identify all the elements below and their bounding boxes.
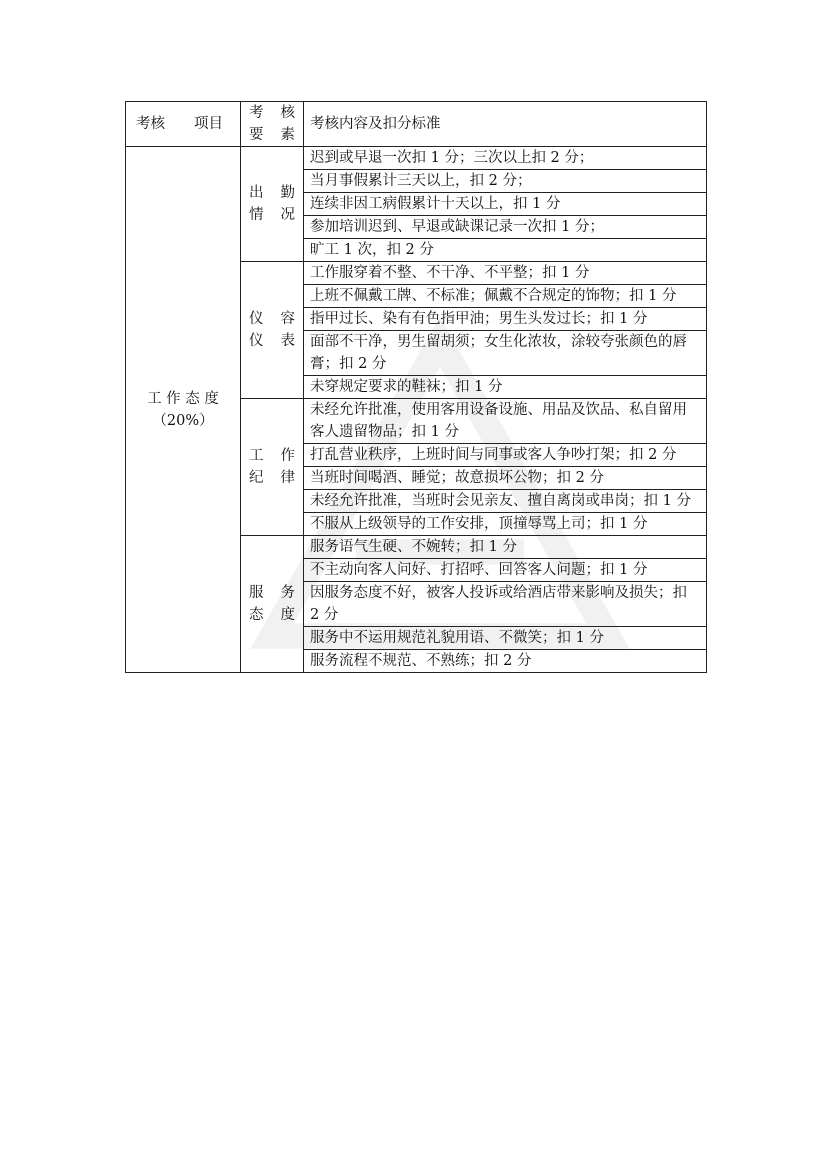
criterion-cell: 因服务态度不好，被客人投诉或给酒店带来影响及损失；扣 2 分 <box>304 582 707 627</box>
element-cell-attendance <box>241 147 304 262</box>
criterion-cell: 面部不干净，男生留胡须；女生化浓妆，涂较夸张颜色的唇膏；扣 2 分 <box>304 331 707 376</box>
criterion-cell: 不主动向客人问好、打招呼、回答客人问题；扣 1 分 <box>304 559 707 582</box>
item-line2: （20%） <box>152 412 214 429</box>
criterion-cell: 服务中不运用规范礼貌用语、不微笑；扣 1 分 <box>304 627 707 650</box>
header-item: 考核 项目 <box>126 102 241 147</box>
criterion-cell: 连续非因工病假累计十天以上，扣 1 分 <box>304 193 707 216</box>
criterion-cell: 未穿规定要求的鞋袜；扣 1 分 <box>304 376 707 399</box>
criterion-cell: 参加培训迟到、早退或缺课记录一次扣 1 分； <box>304 216 707 239</box>
criterion-cell: 服务语气生硬、不婉转；扣 1 分 <box>304 536 707 559</box>
element-line2: 态度 <box>249 607 295 623</box>
header-row <box>126 102 707 147</box>
element-cell-appearance <box>241 262 304 399</box>
criterion-cell: 未经允许批准，使用客用设备设施、用品及饮品、私自留用客人遗留物品；扣 1 分 <box>304 399 707 444</box>
element-line2: 情况 <box>249 207 295 223</box>
assessment-table <box>125 101 707 673</box>
criterion-cell: 当月事假累计三天以上，扣 2 分； <box>304 170 707 193</box>
item-line1: 工 作 态 度 <box>147 390 219 407</box>
criterion-cell: 不服从上级领导的工作安排，顶撞辱骂上司；扣 1 分 <box>304 513 707 536</box>
criterion-cell: 未经允许批准，当班时会见亲友、擅自离岗或串岗；扣 1 分 <box>304 490 707 513</box>
header-content: 考核内容及扣分标准 <box>304 102 707 147</box>
item-cell <box>126 147 241 673</box>
header-element-line2: 要素 <box>249 127 295 143</box>
criterion-cell: 迟到或早退一次扣 1 分；三次以上扣 2 分； <box>304 147 707 170</box>
element-line1: 服 务 <box>249 585 295 601</box>
element-line1: 出 勤 <box>249 185 295 201</box>
element-line2: 纪律 <box>249 470 295 486</box>
criterion-cell: 工作服穿着不整、不干净、不平整；扣 1 分 <box>304 262 707 285</box>
criterion-cell: 打乱营业秩序，上班时间与同事或客人争吵打架；扣 2 分 <box>304 444 707 467</box>
table-row <box>126 147 707 170</box>
criterion-cell: 上班不佩戴工牌、不标准；佩戴不合规定的饰物；扣 1 分 <box>304 285 707 308</box>
element-line1: 工 作 <box>249 448 295 464</box>
criterion-cell: 旷工 1 次，扣 2 分 <box>304 239 707 262</box>
element-line2: 仪表 <box>249 333 295 349</box>
criterion-cell: 服务流程不规范、不熟练；扣 2 分 <box>304 650 707 673</box>
criterion-cell: 当班时间喝酒、睡觉；故意损坏公物；扣 2 分 <box>304 467 707 490</box>
header-element-line1: 考 核 <box>249 105 295 121</box>
criterion-cell: 指甲过长、染有有色指甲油；男生头发过长；扣 1 分 <box>304 308 707 331</box>
element-cell-discipline <box>241 399 304 536</box>
header-element <box>241 102 304 147</box>
element-line1: 仪 容 <box>249 311 295 327</box>
element-cell-service <box>241 536 304 673</box>
